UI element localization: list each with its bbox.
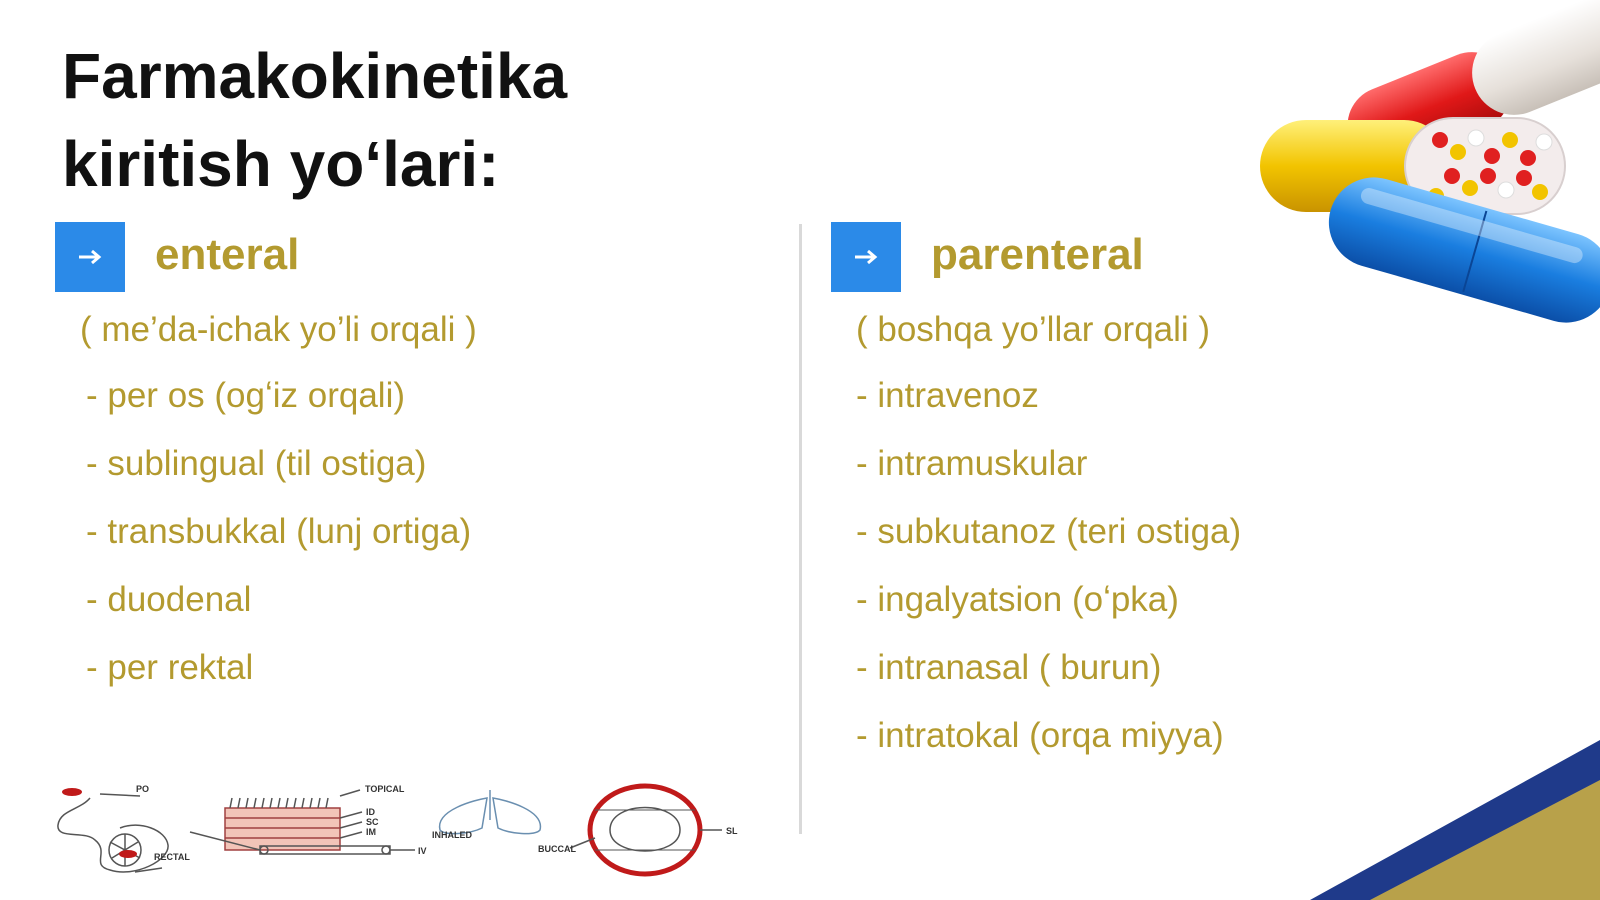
enteral-column: [55, 222, 755, 687]
enteral-subtitle: ( me’da-ichak yo’li orqali ): [80, 310, 477, 349]
administration-routes-diagram: [50, 784, 770, 890]
diagram-label-id: ID: [366, 807, 375, 817]
list-item: - ingalyatsion (oʻpka): [856, 580, 1179, 619]
diagram-label-po: PO: [136, 784, 150, 794]
slide-title: [62, 32, 567, 208]
parenteral-column: [831, 222, 1531, 755]
enteral-heading: enteral: [155, 230, 300, 279]
diagram-label-im: IM: [366, 827, 376, 837]
slide-title-line2: kiritish yo‘lari:: [62, 128, 500, 200]
enteral-arrow-button[interactable]: [55, 222, 125, 292]
diagram-label-inhaled: INHALED: [432, 830, 472, 840]
diagram-label-rectal: RECTAL: [154, 852, 190, 862]
parenteral-arrow-button[interactable]: [831, 222, 901, 292]
parenteral-heading: parenteral: [931, 230, 1144, 279]
diagram-label-sl: SL: [726, 826, 738, 836]
list-item: - intratokal (orqa miyya): [856, 716, 1224, 755]
list-item: - per rektal: [86, 648, 254, 687]
list-item: - per os (ogʻiz orqali): [86, 376, 405, 415]
parenteral-heading-row: [831, 222, 1531, 292]
column-divider: [799, 224, 802, 834]
diagram-label-buccal: BUCCAL: [538, 844, 576, 854]
list-item: - transbukkal (lunj ortiga): [86, 512, 472, 551]
list-item: - intravenoz: [856, 376, 1039, 415]
arrow-right-icon: [853, 248, 879, 266]
enteral-heading-row: [55, 222, 755, 292]
list-item: - intramuskular: [856, 444, 1088, 483]
arrow-right-icon: [77, 248, 103, 266]
parenteral-subtitle: ( boshqa yo’llar orqali ): [856, 310, 1211, 349]
list-item: - sublingual (til ostiga): [86, 444, 427, 483]
list-item: - intranasal ( burun): [856, 648, 1162, 687]
corner-decoration: [1310, 740, 1600, 900]
list-item: - duodenal: [86, 580, 252, 619]
diagram-label-iv: IV: [418, 846, 427, 856]
diagram-label-topical: TOPICAL: [365, 784, 405, 794]
slide-title-line1: Farmakokinetika: [62, 40, 568, 112]
list-item: - subkutanoz (teri ostiga): [856, 512, 1242, 551]
diagram-label-sc: SC: [366, 817, 379, 827]
